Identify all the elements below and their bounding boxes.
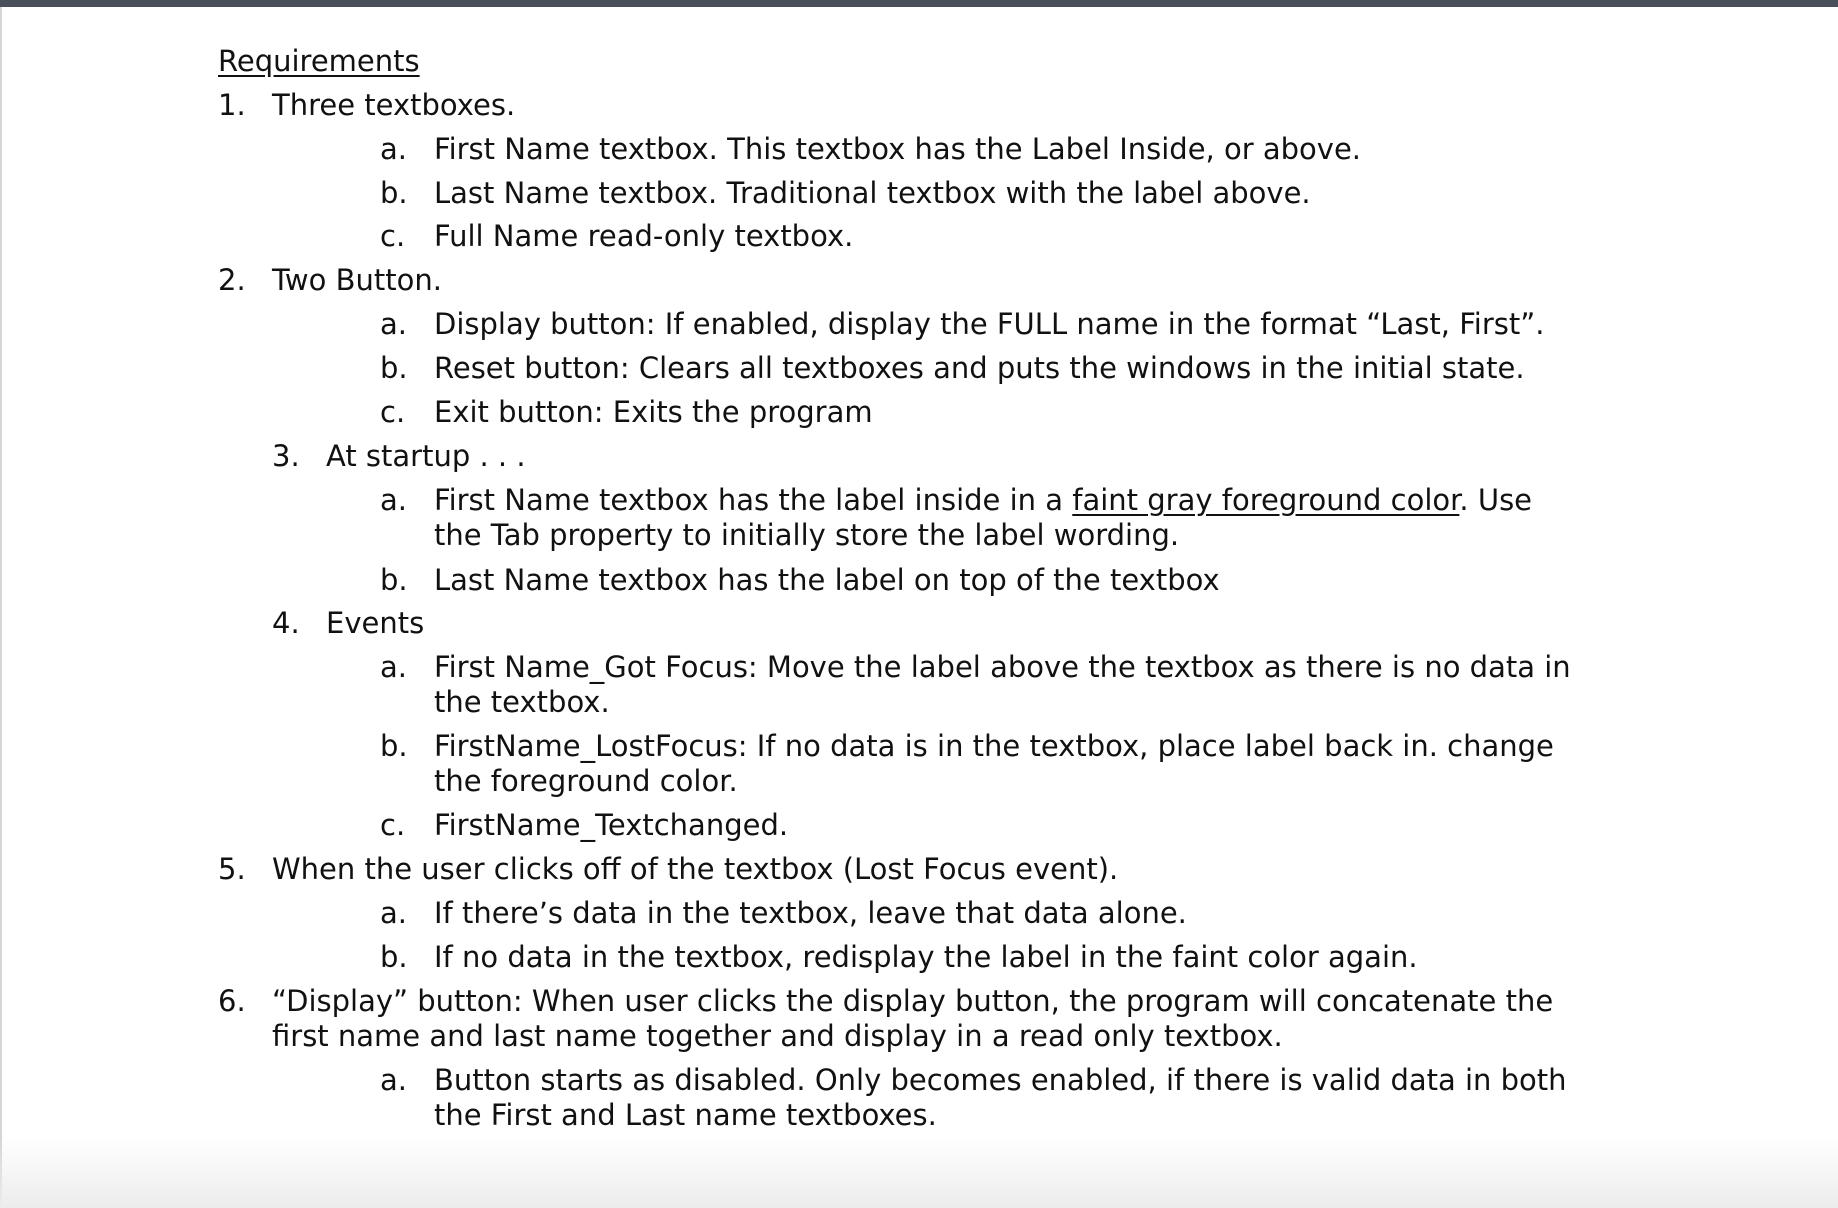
sub-item-letter: a. [380,307,407,341]
item-number: 2. [218,263,246,297]
sub-item-letter: b. [380,729,408,763]
item-number: 5. [218,852,246,886]
item-text: Events [326,606,425,640]
sub-item-text: Last Name textbox. Traditional textbox with the label above. [434,176,1311,210]
item-number: 3. [272,439,300,473]
item-text: At startup . . . [326,439,526,473]
item-number: 4. [272,606,300,640]
sub-item-text-line2: the foreground color. [434,764,738,798]
sub-item-text-line2: the First and Last name textboxes. [434,1098,937,1132]
sub-item-text: Exit button: Exits the program [434,395,873,429]
item-text: Two Button. [272,263,442,297]
sub-item-text: Last Name textbox has the label on top of the textbox [434,563,1220,597]
requirements-heading: Requirements [218,44,420,78]
sub-item-text: FirstName_LostFocus: If no data is in the textbox, place label back in. change [434,729,1554,763]
sub-item-text-after: . Use [1459,483,1533,517]
sub-item-letter: b. [380,563,408,597]
sub-item-text: If no data in the textbox, redisplay the label in the faint color again. [434,940,1418,974]
sub-item-text: Display button: If enabled, display the FULL name in the format “Last, First”. [434,307,1545,341]
item-number: 6. [218,984,246,1018]
sub-item-text-line2: the Tab property to initially store the label wording. [434,518,1180,552]
sub-item-text-line2: the textbox. [434,685,610,719]
sub-item-letter: a. [380,132,407,166]
sub-item-letter: c. [380,808,406,842]
item-text: When the user clicks off of the textbox (Lost Focus event). [272,852,1119,886]
sub-item-text: If there’s data in the textbox, leave that data alone. [434,896,1187,930]
item-text-line2: first name and last name together and display in a read only textbox. [272,1019,1283,1053]
sub-item-letter: b. [380,940,408,974]
underlined-phrase: faint gray foreground color [1072,483,1460,517]
sub-item-text: Full Name read-only textbox. [434,219,854,253]
sub-item-letter: a. [380,896,407,930]
sub-item-letter: a. [380,483,407,517]
sub-item-letter: a. [380,1063,407,1097]
sub-item-text: FirstName_Textchanged. [434,808,789,842]
sub-item-letter: b. [380,351,408,385]
page-bottom-shadow [0,1138,1838,1208]
sub-item-letter: b. [380,176,408,210]
sub-item-text [434,483,1532,518]
sub-item-text: First Name textbox. This textbox has the Label Inside, or above. [434,132,1362,166]
item-number: 1. [218,88,246,122]
sub-item-letter: c. [380,395,406,429]
item-text: Three textboxes. [272,88,516,122]
sub-item-text: Button starts as disabled. Only becomes enabled, if there is valid data in both [434,1063,1567,1097]
sub-item-text-before: First Name textbox has the label inside in a [434,483,1073,517]
sub-item-letter: c. [380,219,406,253]
item-text: “Display” button: When user clicks the display button, the program will concatenate the [272,984,1554,1018]
sub-item-text: Reset button: Clears all textboxes and puts the windows in the initial state. [434,351,1525,385]
sub-item-letter: a. [380,650,407,684]
sub-item-text: First Name_Got Focus: Move the label above the textbox as there is no data in [434,650,1571,684]
